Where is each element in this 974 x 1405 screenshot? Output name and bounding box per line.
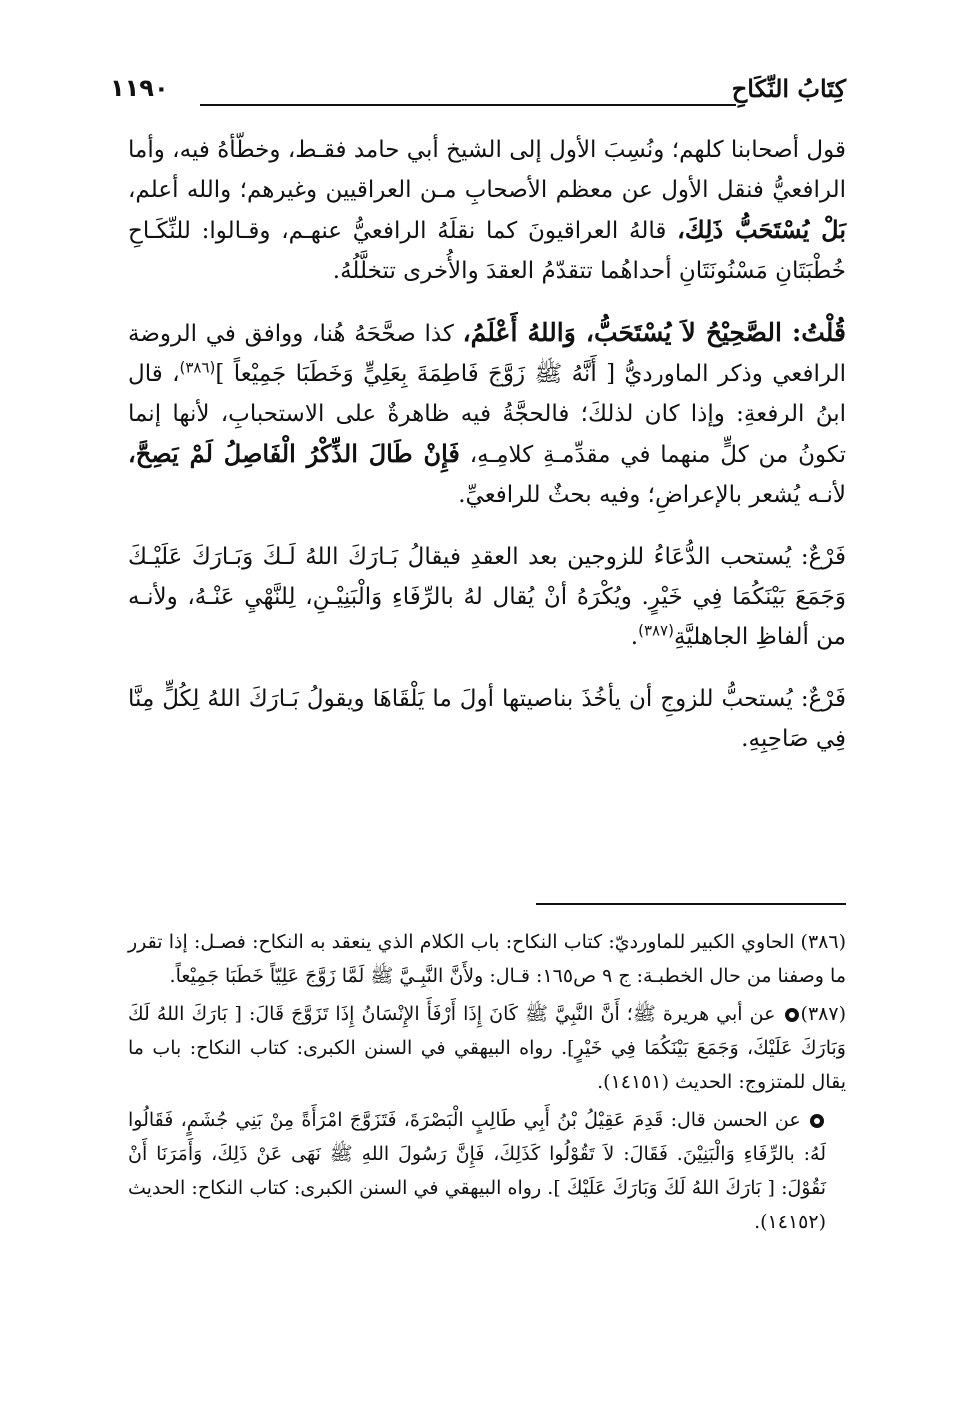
paragraph-1-tail: قالهُ العراقيونَ كما نقلَهُ الرافعيُّ عنهـم، وقـالوا: للنِّكَـاحِ خُطْبَتَانِ مَسْنُونَتَانِ أحداهُما تتقدّمُ العقدَ والأُخرى تتخلَّلُهُ. [128, 218, 846, 284]
paragraph-1-text: قول أصحابنا كلهم؛ ونُسِبَ الأول إلى الشيخ أبي حامد فقـط، وخطّأهُ فيه، وأما الرافعيُّ فنقل الأول عن معظم الأصحابِ مـن العراقيين وغيرهم؛ والله أعلم، [128, 137, 846, 203]
paragraph-2-text-a: كذا صحَّحَهُ هُنا، ووافق في الروضة الرافعي وذكر الماورديُّ [ أَنَّهُ ﷺ زَوَّجَ فَاطِمَةَ بِعَلِيٍّ وَخَطَبَا جَمِيْعاً ] [128, 321, 846, 387]
footnote-387-text-b: عن الحسن قال: قَدِمَ عَقِيْلُ بْنُ أَبِي طَالِبٍ الْبَصْرَةَ، فَتَزَوَّجَ امْرَأَةً مِنْ بَنِي جُشَمٍ، فَقَالُوا لَهُ: بالرِّفَاءِ وَالْبَنِيْنَ. فَقَالَ: لاَ تَقُوْلُوا كَذَلِكَ، فَإِنَّ رَسُولَ اللهِ ﷺ نَهَى عَنْ ذَلِكَ، وَأَمَرَنَا أَنْ نَقُوْلَ: [ بَارَكَ اللهُ لَكَ وَبَارَكَ عَلَيْكَ ]. رواه البيهقي في السنن الكبرى: كتاب النكاح: الحديث (١٤١٥٢). [128, 1109, 826, 1233]
page-header [110, 74, 846, 106]
paragraph-3-end: . [630, 624, 639, 650]
footnote-ref-387[interactable]: (٣٨٧) [638, 621, 674, 640]
footnotes [128, 925, 846, 1243]
paragraph-1-emphasis: بَلْ يُسْتَحَبُّ ذَلِكَ، [677, 215, 847, 244]
main-text [128, 130, 846, 781]
footnote-386 [128, 925, 846, 993]
circle-bullet-icon [785, 1008, 799, 1022]
paragraph-4-text: فَرْعٌ: يُستحبُّ للزوجِ أن يأخُذَ بناصيتها أولَ ما يَلْقَاهَا ويقولُ بَـارَكَ اللهُ لِكُلٍّ مِنَّا فِي صَاحِبِهِ. [128, 686, 846, 752]
paragraph-4 [128, 679, 846, 759]
paragraph-2-emphasis: فَإِنْ طَالَ الذِّكْرُ الْفَاصِلُ لَمْ يَصِحَّ، [128, 439, 460, 468]
footnote-386-text: (٣٨٦) الحاوي الكبير للماورديّ: كتاب النكاح: باب الكلام الذي ينعقد به النكاح: فصـل: إذا تقرر ما وصفنا من حال الخطبـة: ج ٩ ص١٦٥: قـال: ولأَنَّ النَّبِـيَّ ﷺ لَمَّا زَوَّجَ عَلِيّاً خَطَبَا جَمِيْعاً. [128, 931, 846, 987]
paragraph-2-text-c: لأنـه يُشعر بالإعراضِ؛ وفيه بحثٌ للرافعيِّ. [458, 482, 846, 508]
footnote-387-sub [128, 1103, 846, 1239]
paragraph-2-lead: قُلْتُ: الصَّحِيْحُ لاَ يُسْتَحَبُّ، وَاللهُ أَعْلَمُ، [462, 318, 847, 347]
paragraph-3-text: فَرْعٌ: يُستحب الدُّعَاءُ للزوجين بعد العقدِ فيقالُ بَـارَكَ اللهُ لَـكَ وَبَـارَكَ عَلَيْـكَ وَجَمَعَ بَيْنَكُمَا فِي خَيْرٍ. ويُكْرَهُ أنْ يُقال لهُ بالرِّفَاءِ وَالْبَنِيْـنِ، لِلنَّهْيِ عَنْـهُ، ولأنـه من ألفاظِ الجاهليَّةِ [128, 544, 846, 650]
paragraph-3 [128, 537, 846, 657]
page-number: ١١٩٠ [110, 74, 169, 102]
footnote-387 [128, 997, 846, 1099]
paragraph-1 [128, 130, 846, 291]
paragraph-2-text-b: ، قال ابنُ الرفعةِ: وإذا كان لذلكَ؛ فالحجَّةُ فيه ظاهرةٌ على الاستحبابِ، لأنها إنما تكونُ من كلٍّ منهما في مقدِّمـةِ كلامِـهِ، [128, 361, 847, 468]
footnote-separator [536, 903, 846, 905]
footnote-387-text-a: عن أبي هريرة ﷺ؛ أَنَّ النَّبِيَّ ﷺ كَانَ إِذَا أَرْفَأَ الإِنْسَانُ إِذَا تَزَوَّجَ قَالَ: [ بَارَكَ اللهُ لَكَ وَبَارَكَ عَلَيْكَ، وَجَمَعَ بَيْنَكُمَا فِي خَيْرٍ]. رواه البيهقي في السنن الكبرى: كتاب النكاح: باب ما يقال للمتزوج: الحديث (١٤١٥١). [128, 1003, 846, 1093]
paragraph-2 [128, 313, 846, 515]
header-rule [200, 104, 736, 106]
footnote-ref-386[interactable]: (٣٨٦) [179, 358, 216, 377]
circle-bullet-icon [810, 1114, 824, 1128]
book-title: كِتَابُ النِّكَاحِ [731, 74, 846, 103]
footnote-387-number: (٣٨٧) [800, 1003, 846, 1025]
